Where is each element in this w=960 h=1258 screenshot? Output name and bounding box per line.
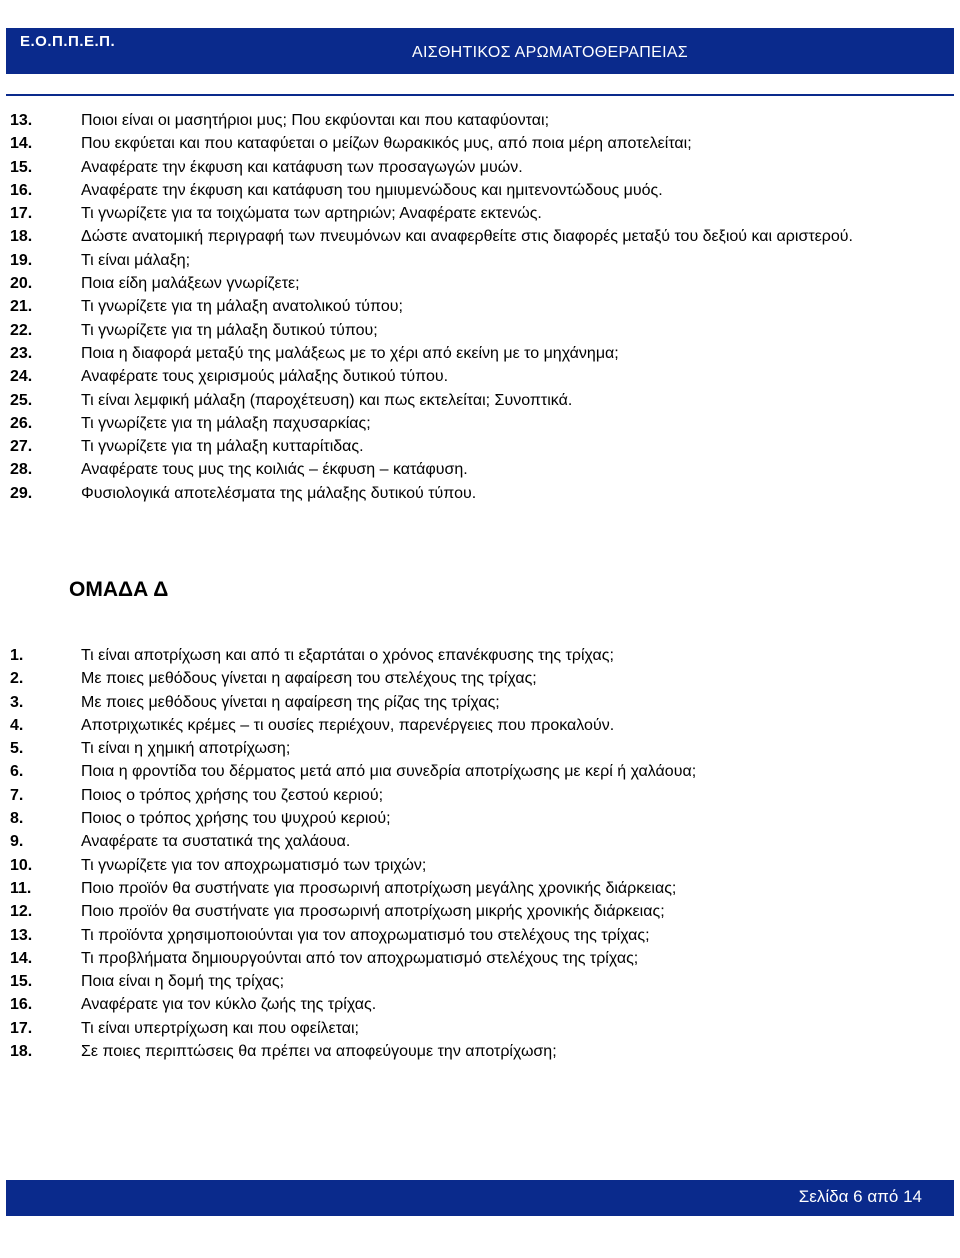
question-item: [10, 877, 954, 900]
question-number: 18.: [10, 228, 33, 246]
question-item: [10, 993, 954, 1016]
question-text: Ποια είναι η δομή της τρίχας;: [81, 973, 285, 991]
question-text: Τι είναι υπερτρίχωση και που οφείλεται;: [81, 1019, 359, 1037]
question-item: [10, 1017, 954, 1040]
question-number: 13.: [10, 926, 33, 944]
question-text: Αναφέρατε τους μυς της κοιλιάς – έκφυση – κατάφυση.: [81, 461, 468, 479]
question-text: Ποιος ο τρόπος χρήσης του ζεστού κεριού;: [81, 786, 384, 804]
question-number: 1.: [10, 647, 24, 664]
question-text: Με ποιες μεθόδους γίνεται η αφαίρεση του στελέχους της τρίχας;: [81, 670, 537, 688]
question-item: [10, 760, 954, 783]
question-item: [10, 854, 954, 877]
question-text: Τι είναι λεμφική μάλαξη (παροχέτευση) και πως εκτελείται; Συνοπτικά.: [81, 391, 573, 409]
question-number: 20.: [10, 275, 33, 293]
question-item: [10, 737, 954, 760]
question-item: [10, 225, 954, 248]
question-number: 25.: [10, 391, 33, 409]
question-item: [10, 179, 954, 202]
question-number: 28.: [10, 461, 33, 479]
question-item: [10, 202, 954, 225]
question-item: [10, 924, 954, 947]
question-text: Τι είναι η χημική αποτρίχωση;: [81, 740, 291, 758]
question-number: 18.: [10, 1043, 33, 1061]
question-text: Τι προβλήματα δημιουργούνται από τον αποχρωματισμό στελέχους της τρίχας;: [81, 949, 639, 967]
question-number: 17.: [10, 205, 33, 223]
question-number: 15.: [10, 158, 33, 176]
question-item: [10, 365, 954, 388]
question-item: [10, 435, 954, 458]
question-number: 27.: [10, 438, 33, 456]
question-item: [10, 109, 954, 132]
page-footer: [6, 1180, 954, 1216]
question-text: Αναφέρατε την έκφυση και κατάφυση του ημιυμενώδους και ημιτενοντώδους μυός.: [81, 181, 663, 199]
question-text: Τι γνωρίζετε για τη μάλαξη δυτικού τύπου;: [81, 321, 378, 339]
header-divider: [6, 94, 954, 96]
question-text: Δώστε ανατομική περιγραφή των πνευμόνων και αναφερθείτε στις διαφορές μεταξύ του δεξιού και αριστερού.: [81, 228, 853, 246]
question-item: [10, 412, 954, 435]
question-item: [10, 482, 954, 505]
question-number: 15.: [10, 973, 33, 991]
question-item: [10, 458, 954, 481]
question-number: 6.: [10, 763, 24, 781]
question-text: Τι είναι μάλαξη;: [81, 251, 191, 269]
question-item: [10, 900, 954, 923]
question-item: [10, 644, 954, 667]
question-item: [10, 714, 954, 737]
question-number: 16.: [10, 181, 33, 199]
question-number: 19.: [10, 251, 33, 269]
question-number: 7.: [10, 786, 24, 804]
question-text: Φυσιολογικά αποτελέσματα της μάλαξης δυτικού τύπου.: [81, 484, 477, 502]
question-item: [10, 830, 954, 853]
question-item: [10, 667, 954, 690]
question-item: [10, 1040, 954, 1063]
question-text: Τι γνωρίζετε για τα τοιχώματα των αρτηριών; Αναφέρατε εκτενώς.: [81, 205, 542, 223]
question-number: 3.: [10, 693, 24, 711]
question-list-top: [10, 109, 954, 505]
question-number: 11.: [10, 879, 32, 897]
question-text: Αναφέρατε την έκφυση και κατάφυση των προσαγωγών μυών.: [81, 158, 523, 176]
question-text: Ποια είδη μαλάξεων γνωρίζετε;: [81, 275, 300, 293]
question-number: 13.: [10, 112, 33, 129]
question-item: [10, 272, 954, 295]
question-text: Ποιο προϊόν θα συστήνατε για προσωρινή αποτρίχωση μικρής χρονικής διάρκειας;: [81, 903, 665, 921]
question-number: 23.: [10, 344, 33, 362]
question-number: 14.: [10, 135, 33, 153]
page-header: [6, 28, 954, 74]
question-number: 2.: [10, 670, 24, 688]
question-item: [10, 389, 954, 412]
course-title: ΑΙΣΘΗΤΙΚΟΣ ΑΡΩΜΑΤΟΘΕΡΑΠΕΙΑΣ: [412, 44, 688, 61]
question-text: Αναφέρατε για τον κύκλο ζωής της τρίχας.: [81, 996, 377, 1014]
question-item: [10, 970, 954, 993]
question-number: 26.: [10, 414, 33, 432]
question-number: 5.: [10, 740, 24, 758]
question-text: Αναφέρατε τα συστατικά της χαλάουα.: [81, 833, 351, 851]
question-number: 12.: [10, 903, 33, 921]
question-item: [10, 807, 954, 830]
question-text: Αναφέρατε τους χειρισμούς μάλαξης δυτικού τύπου.: [81, 368, 449, 386]
question-text: Ποιο προϊόν θα συστήνατε για προσωρινή αποτρίχωση μεγάλης χρονικής διάρκειας;: [81, 879, 677, 897]
question-item: [10, 319, 954, 342]
question-text: Ποια η διαφορά μεταξύ της μαλάξεως με το χέρι από εκείνη με το μηχάνημα;: [81, 344, 619, 362]
question-text: Με ποιες μεθόδους γίνεται η αφαίρεση της ρίζας της τρίχας;: [81, 693, 500, 711]
question-number: 8.: [10, 810, 24, 828]
question-text: Ποιος ο τρόπος χρήσης του ψυχρού κεριού;: [81, 810, 391, 828]
question-text: Τι προϊόντα χρησιμοποιούνται για τον αποχρωματισμό του στελέχους της τρίχας;: [81, 926, 650, 944]
organization-name: Ε.Ο.Π.Π.Ε.Π.: [20, 33, 116, 50]
question-number: 16.: [10, 996, 33, 1014]
question-text: Που εκφύεται και που καταφύεται ο μείζων θωρακικός μυς, από ποια μέρη αποτελείται;: [81, 135, 692, 153]
question-item: [10, 249, 954, 272]
question-text: Αποτριχωτικές κρέμες – τι ουσίες περιέχουν, παρενέργειες που προκαλούν.: [81, 716, 615, 734]
question-number: 17.: [10, 1019, 33, 1037]
question-number: 21.: [10, 298, 33, 316]
question-number: 22.: [10, 321, 33, 339]
question-number: 10.: [10, 856, 33, 874]
question-item: [10, 947, 954, 970]
question-number: 24.: [10, 368, 33, 386]
question-number: 14.: [10, 949, 33, 967]
question-text: Τι είναι αποτρίχωση και από τι εξαρτάται ο χρόνος επανέκφυσης της τρίχας;: [81, 647, 614, 664]
question-text: Τι γνωρίζετε για τη μάλαξη ανατολικού τύπου;: [81, 298, 403, 316]
question-text: Ποια η φροντίδα του δέρματος μετά από μια συνεδρία αποτρίχωσης με κερί ή χαλάουα;: [81, 763, 697, 781]
question-text: Σε ποιες περιπτώσεις θα πρέπει να αποφεύγουμε την αποτρίχωση;: [81, 1043, 557, 1061]
question-item: [10, 342, 954, 365]
question-item: [10, 295, 954, 318]
section-heading: ΟΜΑΔΑ Δ: [69, 578, 169, 601]
question-text: Τι γνωρίζετε για τη μάλαξη κυτταρίτιδας.: [81, 438, 364, 456]
question-number: 29.: [10, 484, 33, 502]
page-number: Σελίδα 6 από 14: [798, 1187, 922, 1206]
question-item: [10, 156, 954, 179]
question-text: Ποιοι είναι οι μασητήριοι μυς; Που εκφύονται και που καταφύονται;: [81, 112, 550, 129]
question-item: [10, 691, 954, 714]
question-number: 4.: [10, 716, 24, 734]
question-item: [10, 132, 954, 155]
question-text: Τι γνωρίζετε για τη μάλαξη παχυσαρκίας;: [81, 414, 371, 432]
question-item: [10, 784, 954, 807]
question-number: 9.: [10, 833, 24, 851]
question-text: Τι γνωρίζετε για τον αποχρωματισμό των τριχών;: [81, 856, 427, 874]
question-list-delta: [10, 644, 954, 1063]
